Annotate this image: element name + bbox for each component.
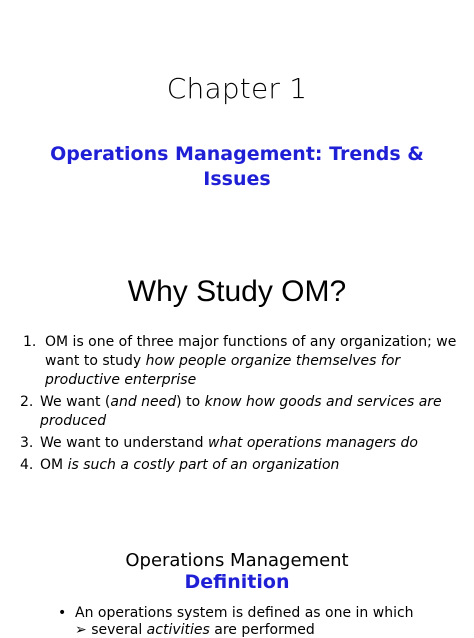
chapter-subtitle (30, 142, 444, 192)
sub-bullet-text-italic: activities (146, 622, 210, 638)
list-text-plain: ) to (176, 394, 205, 410)
arrow-bullet-icon: ➢ (75, 622, 87, 638)
list-text-plain: OM (40, 457, 68, 473)
list-text (40, 393, 460, 431)
list-text (40, 456, 460, 475)
list-text-italic: what operations managers do (208, 435, 418, 451)
chapter-title: Chapter 1 (166, 72, 308, 105)
list-item (20, 434, 460, 453)
slide-om-definition (0, 540, 474, 638)
list-text-italic: and need (110, 394, 177, 410)
list-number: 1. (23, 334, 37, 350)
bullet-dot-icon: • (58, 605, 67, 621)
list-text (45, 333, 460, 390)
slide-subtitle: Definition (184, 571, 290, 593)
list-item (20, 456, 460, 475)
sub-bullet-item (75, 622, 455, 638)
list-text-italic: is such a costly part of an organization (67, 457, 340, 473)
list-text-italic: know how goods and services are produced (40, 394, 442, 429)
list-text-plain: OM is one of three major functions of any organization; we want to study (45, 334, 457, 369)
chapter-subtitle-line2: Issues (203, 168, 271, 190)
list-number: 2. (20, 394, 34, 410)
slide-chapter-title (0, 0, 474, 240)
list-text-plain: We want ( (40, 394, 111, 410)
list-item (20, 333, 460, 390)
slide-why-study-om (0, 240, 474, 480)
list-number: 3. (20, 435, 34, 451)
slide-title: Why Study OM? (127, 275, 347, 308)
list-text-plain: We want to understand (40, 435, 209, 451)
bullet-text: An operations system is defined as one in which (75, 605, 414, 621)
slide-title: Operations Management (125, 550, 349, 571)
list-text (40, 434, 460, 453)
list-number: 4. (20, 457, 34, 473)
list-text-italic: how people organize themselves for productive enterprise (45, 353, 401, 388)
chapter-subtitle-line1: Operations Management: Trends & (50, 143, 424, 165)
sub-bullet-text-plain: several (91, 622, 147, 638)
reasons-list (20, 333, 460, 478)
sub-bullet-text-plain: are performed (209, 622, 315, 638)
list-item (20, 393, 460, 431)
